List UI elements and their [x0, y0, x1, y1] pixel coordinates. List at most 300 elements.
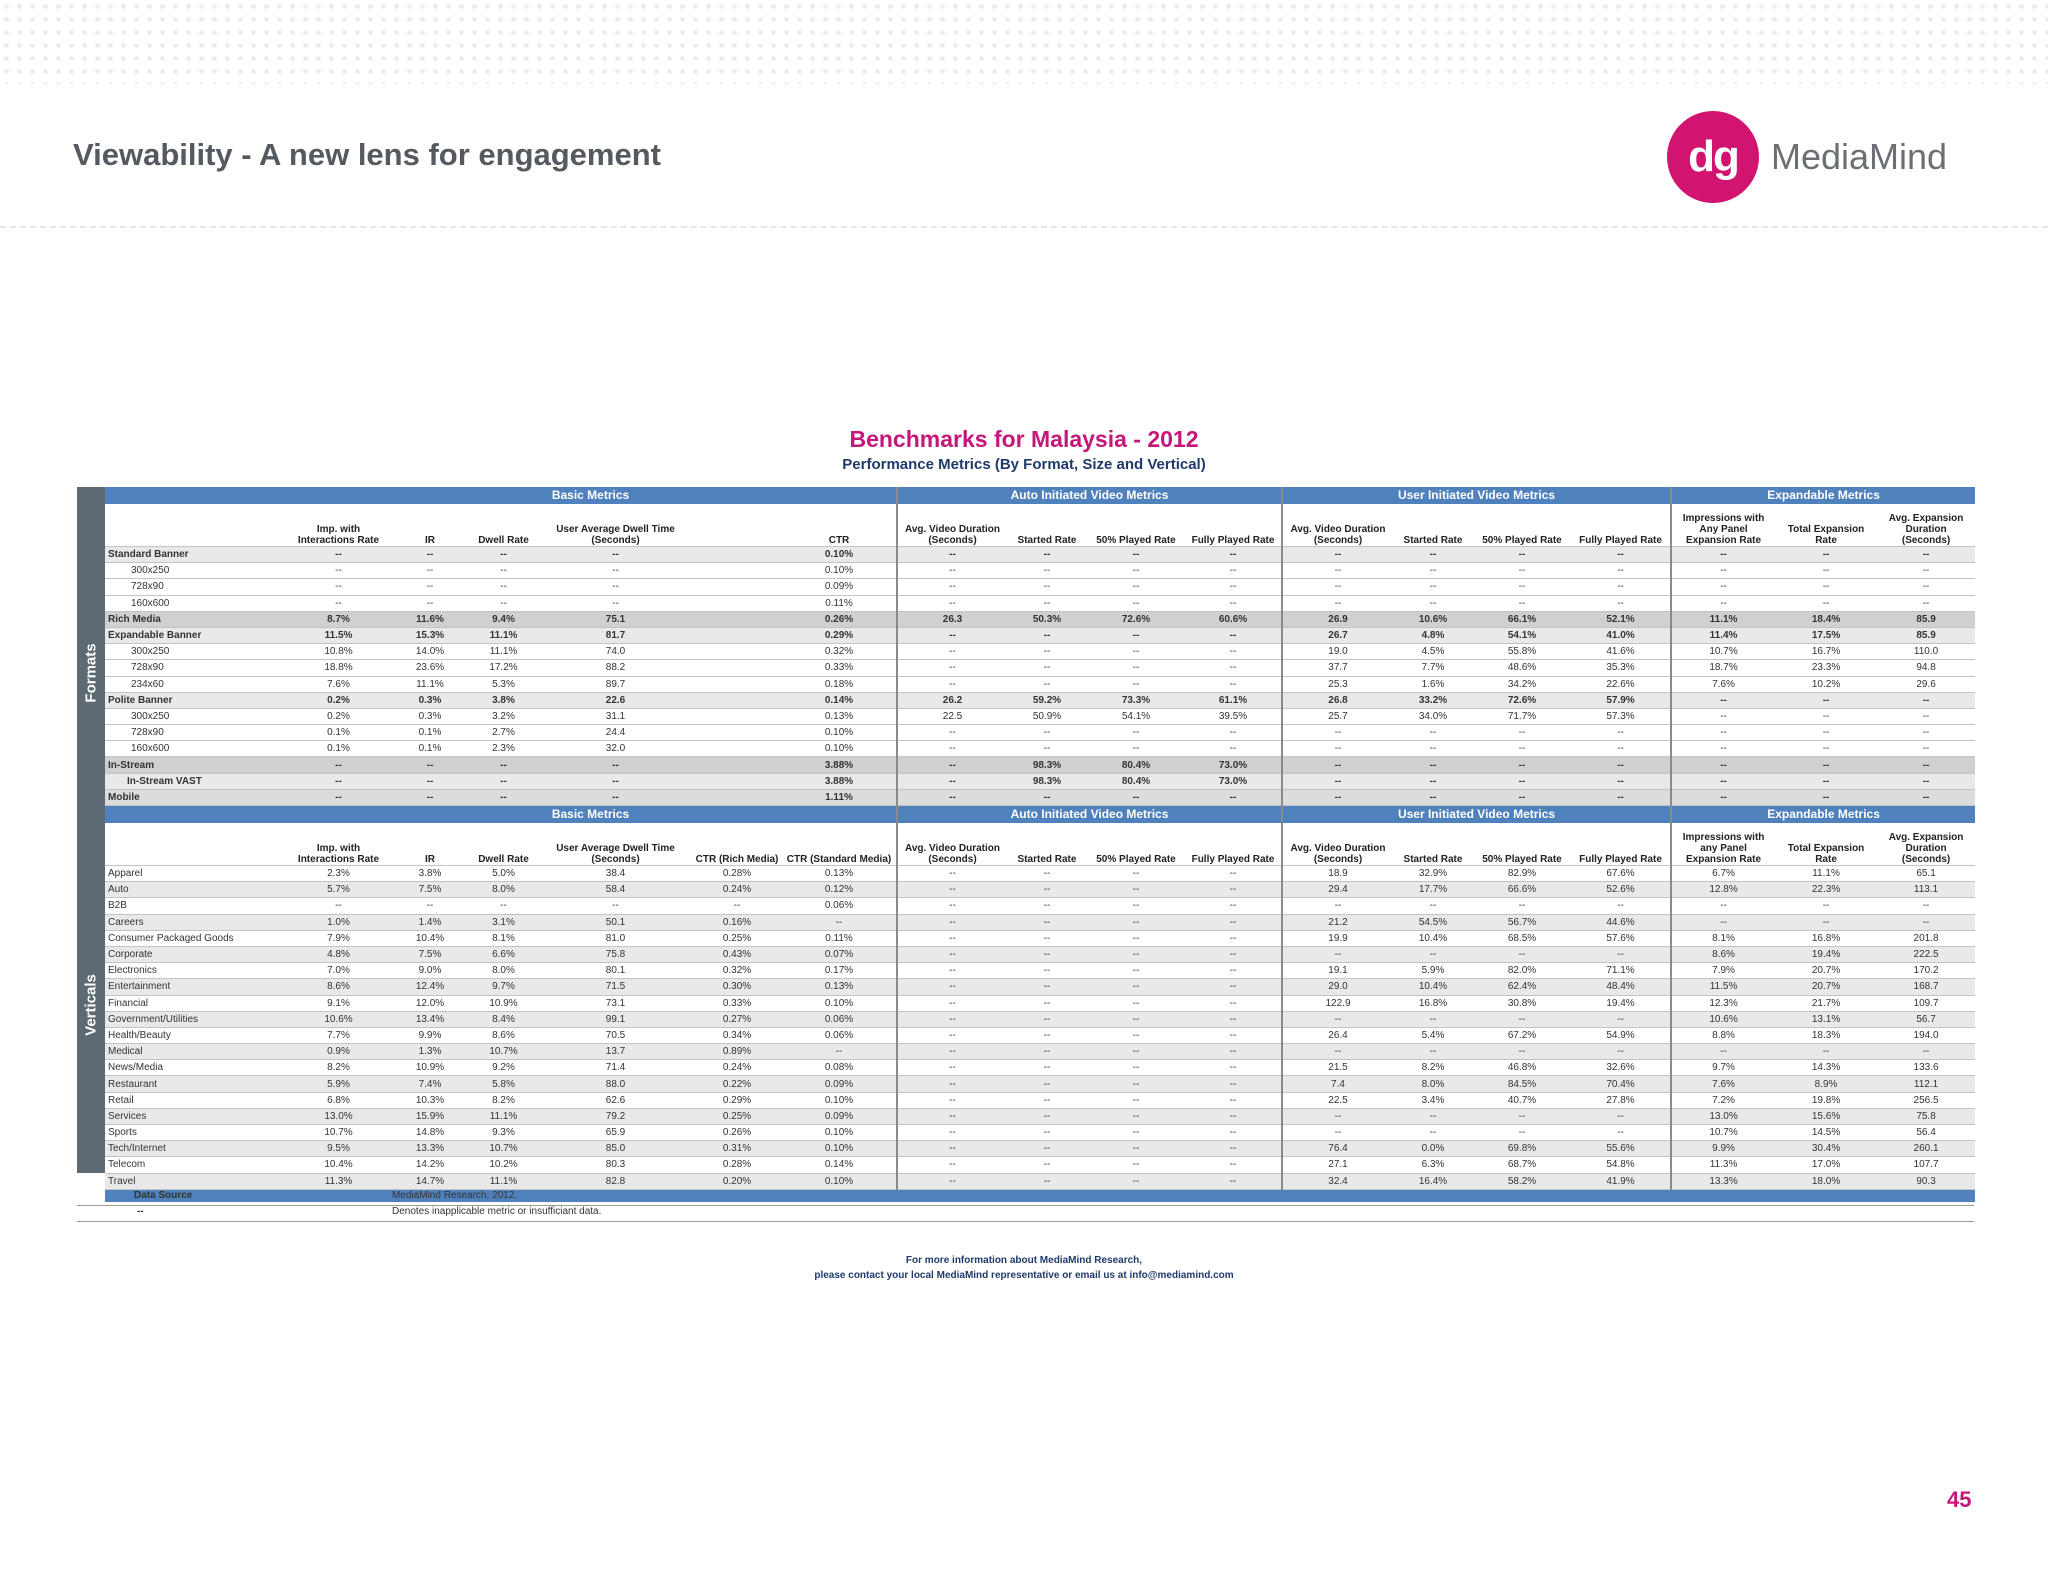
table-cell: --	[1087, 676, 1185, 692]
table-cell: --	[1087, 898, 1185, 914]
row-label-cell: Retail	[105, 1092, 285, 1108]
table-cell	[692, 547, 782, 563]
table-cell: --	[1282, 1125, 1393, 1141]
column-header: IR	[392, 504, 468, 547]
table-cell: 0.14%	[782, 1157, 897, 1173]
table-cell: 11.1%	[1671, 611, 1775, 627]
table-cell: 10.7%	[1671, 1125, 1775, 1141]
table-cell: 29.4	[1282, 882, 1393, 898]
footnote-value: MediaMind Research, 2012.	[392, 1190, 518, 1201]
table-cell: 34.2%	[1473, 676, 1571, 692]
table-cell: --	[1282, 741, 1393, 757]
table-cell: 0.20%	[692, 1173, 782, 1189]
table-cell: 3.8%	[392, 866, 468, 882]
table-cell: 8.8%	[1671, 1027, 1775, 1043]
table-cell: 0.43%	[692, 946, 782, 962]
table-row	[105, 979, 1975, 995]
table-cell: 9.4%	[468, 611, 539, 627]
table-cell: 65.1	[1877, 866, 1975, 882]
table-cell: --	[1671, 773, 1775, 789]
table-cell: 68.7%	[1473, 1157, 1571, 1173]
table-cell: 22.3%	[1775, 882, 1877, 898]
table-cell: 38.4	[539, 866, 692, 882]
table-cell: 17.2%	[468, 660, 539, 676]
table-cell: 0.1%	[392, 725, 468, 741]
table-cell: --	[1007, 1076, 1087, 1092]
table-cell: --	[1393, 579, 1473, 595]
table-cell: 0.10%	[782, 741, 897, 757]
table-cell: 62.4%	[1473, 979, 1571, 995]
table-cell: 194.0	[1877, 1027, 1975, 1043]
table-cell: 71.1%	[1571, 963, 1671, 979]
table-cell: 4.8%	[285, 946, 392, 962]
table-cell: 41.0%	[1571, 627, 1671, 643]
table-cell: 8.9%	[1775, 1076, 1877, 1092]
table-cell: 13.7	[539, 1044, 692, 1060]
table-cell: 26.7	[1282, 627, 1393, 643]
table-cell: --	[1087, 946, 1185, 962]
table-cell: --	[1671, 898, 1775, 914]
table-cell: --	[1007, 1125, 1087, 1141]
table-cell: 9.7%	[468, 979, 539, 995]
column-header: Imp. with Interactions Rate	[285, 823, 392, 866]
table-cell: --	[897, 595, 1007, 611]
column-header-row	[105, 504, 1975, 547]
table-cell: --	[897, 1108, 1007, 1124]
table-cell: 46.8%	[1473, 1060, 1571, 1076]
table-cell: --	[539, 579, 692, 595]
table-cell: 0.29%	[692, 1092, 782, 1108]
table-cell: 75.8	[539, 946, 692, 962]
table-cell: --	[897, 1157, 1007, 1173]
table-cell: --	[1571, 595, 1671, 611]
table-cell: --	[1007, 979, 1087, 995]
table-cell: --	[1087, 1011, 1185, 1027]
row-label-cell: Financial	[105, 995, 285, 1011]
table-cell: 52.1%	[1571, 611, 1671, 627]
table-cell: --	[1282, 898, 1393, 914]
table-cell: 10.7%	[468, 1141, 539, 1157]
row-label-cell: 160x600	[105, 741, 285, 757]
table-cell: --	[897, 1044, 1007, 1060]
table-cell: --	[1282, 1044, 1393, 1060]
table-cell: 14.8%	[392, 1125, 468, 1141]
table-cell: 112.1	[1877, 1076, 1975, 1092]
column-header: User Average Dwell Time (Seconds)	[539, 823, 692, 866]
table-cell: --	[1775, 692, 1877, 708]
table-cell: 32.9%	[1393, 866, 1473, 882]
table-cell: 71.5	[539, 979, 692, 995]
table-cell: 12.3%	[1671, 995, 1775, 1011]
table-row	[105, 644, 1975, 660]
table-cell: 56.4	[1877, 1125, 1975, 1141]
group-header-blank	[105, 806, 285, 824]
table-cell: 0.17%	[782, 963, 897, 979]
table-cell: 29.6	[1877, 676, 1975, 692]
table-cell: --	[1087, 1076, 1185, 1092]
table-cell: --	[1007, 1157, 1087, 1173]
table-cell: --	[1877, 579, 1975, 595]
table-cell: 57.9%	[1571, 692, 1671, 708]
table-cell: --	[1775, 595, 1877, 611]
table-cell: 8.1%	[1671, 930, 1775, 946]
table-cell: 35.3%	[1571, 660, 1671, 676]
table-cell: --	[782, 914, 897, 930]
table-cell: --	[897, 979, 1007, 995]
table-row	[105, 773, 1975, 789]
table-cell: --	[1185, 1173, 1282, 1189]
table-cell: --	[1877, 725, 1975, 741]
table-cell: --	[285, 789, 392, 805]
table-cell: 0.11%	[782, 595, 897, 611]
row-label-cell: Auto	[105, 882, 285, 898]
table-cell: --	[1087, 882, 1185, 898]
table-cell: 32.0	[539, 741, 692, 757]
table-cell: --	[285, 898, 392, 914]
table-cell: --	[897, 741, 1007, 757]
table-cell: --	[1571, 1044, 1671, 1060]
table-cell: --	[897, 676, 1007, 692]
table-cell: 9.2%	[468, 1060, 539, 1076]
table-cell: --	[897, 1141, 1007, 1157]
table-cell: 0.12%	[782, 882, 897, 898]
row-label-cell: Polite Banner	[105, 692, 285, 708]
table-cell: --	[1185, 882, 1282, 898]
table-cell: --	[1473, 946, 1571, 962]
table-cell: 15.3%	[392, 627, 468, 643]
table-cell: 57.3%	[1571, 708, 1671, 724]
table-cell: 30.8%	[1473, 995, 1571, 1011]
table-cell: --	[897, 1011, 1007, 1027]
table-cell: 80.4%	[1087, 773, 1185, 789]
column-header: Fully Played Rate	[1185, 823, 1282, 866]
table-cell: 0.06%	[782, 1027, 897, 1043]
table-cell: --	[1087, 1044, 1185, 1060]
table-cell: 31.1	[539, 708, 692, 724]
footnote-key: --	[137, 1206, 144, 1217]
table-cell: --	[1087, 1173, 1185, 1189]
table-cell: 56.7	[1877, 1011, 1975, 1027]
table-cell: --	[1473, 1011, 1571, 1027]
table-cell: --	[1571, 946, 1671, 962]
table-cell: 1.6%	[1393, 676, 1473, 692]
table-cell: --	[1087, 1060, 1185, 1076]
table-cell: 10.6%	[1671, 1011, 1775, 1027]
table-cell: 30.4%	[1775, 1141, 1877, 1157]
row-label-cell: Entertainment	[105, 979, 285, 995]
table-cell: 25.3	[1282, 676, 1393, 692]
table-cell: 11.3%	[1671, 1157, 1775, 1173]
table-cell: --	[1185, 1011, 1282, 1027]
table-cell: 41.9%	[1571, 1173, 1671, 1189]
table-cell: 8.6%	[1671, 946, 1775, 962]
table-cell: 50.3%	[1007, 611, 1087, 627]
table-cell: 73.0%	[1185, 757, 1282, 773]
table-cell: 0.29%	[782, 627, 897, 643]
table-cell: 34.0%	[1393, 708, 1473, 724]
table-cell: 15.6%	[1775, 1108, 1877, 1124]
table-cell: --	[1393, 898, 1473, 914]
table-cell: --	[1671, 692, 1775, 708]
table-cell: --	[1775, 579, 1877, 595]
table-cell: 79.2	[539, 1108, 692, 1124]
row-label-cell: Corporate	[105, 946, 285, 962]
table-cell: 32.6%	[1571, 1060, 1671, 1076]
table-cell: --	[468, 563, 539, 579]
table-cell: --	[1282, 725, 1393, 741]
table-row	[105, 1092, 1975, 1108]
table-cell: --	[539, 757, 692, 773]
column-header: 50% Played Rate	[1087, 504, 1185, 547]
table-cell: 256.5	[1877, 1092, 1975, 1108]
table-cell: 10.6%	[285, 1011, 392, 1027]
row-label-cell: 160x600	[105, 595, 285, 611]
table-cell: 2.3%	[468, 741, 539, 757]
table-cell: --	[1007, 1141, 1087, 1157]
column-header: Fully Played Rate	[1185, 504, 1282, 547]
table-cell: 24.4	[539, 725, 692, 741]
table-cell: 8.0%	[468, 882, 539, 898]
table-cell: --	[1671, 914, 1775, 930]
table-cell: --	[1877, 563, 1975, 579]
table-row	[105, 1044, 1975, 1060]
table-cell: 0.10%	[782, 725, 897, 741]
table-cell: 8.0%	[468, 963, 539, 979]
table-cell: --	[1007, 644, 1087, 660]
table-cell: 222.5	[1877, 946, 1975, 962]
table-cell: 17.5%	[1775, 627, 1877, 643]
column-header: Dwell Rate	[468, 823, 539, 866]
table-cell: 8.4%	[468, 1011, 539, 1027]
table-cell: 13.3%	[392, 1141, 468, 1157]
table-cell: --	[897, 644, 1007, 660]
header-divider	[0, 226, 2048, 228]
table-cell: --	[539, 563, 692, 579]
table-cell: 85.0	[539, 1141, 692, 1157]
table-cell: --	[1087, 579, 1185, 595]
table-cell: --	[1185, 725, 1282, 741]
table-cell	[692, 563, 782, 579]
table-cell: 1.3%	[392, 1044, 468, 1060]
table-cell: 7.2%	[1671, 1092, 1775, 1108]
table-cell: --	[1571, 789, 1671, 805]
table-cell: 201.8	[1877, 930, 1975, 946]
table-row	[105, 789, 1975, 805]
table-cell: 81.7	[539, 627, 692, 643]
footnote-key: Data Source	[134, 1190, 193, 1201]
column-header: 50% Played Rate	[1087, 823, 1185, 866]
table-cell: 20.7%	[1775, 979, 1877, 995]
row-label-cell: News/Media	[105, 1060, 285, 1076]
table-cell: 27.8%	[1571, 1092, 1671, 1108]
table-cell: --	[1877, 898, 1975, 914]
table-cell: 0.3%	[392, 708, 468, 724]
table-cell: --	[1007, 579, 1087, 595]
table-cell: --	[539, 773, 692, 789]
table-cell: 0.10%	[782, 995, 897, 1011]
group-header-blank	[105, 487, 285, 504]
table-cell: 27.1	[1282, 1157, 1393, 1173]
table-cell: 16.7%	[1775, 644, 1877, 660]
table-cell: 18.8%	[285, 660, 392, 676]
table-cell: --	[468, 789, 539, 805]
column-header	[105, 823, 285, 866]
table-cell: 133.6	[1877, 1060, 1975, 1076]
table-cell: 3.8%	[468, 692, 539, 708]
table-cell: --	[1087, 741, 1185, 757]
table-cell: 3.88%	[782, 773, 897, 789]
table-cell: --	[1087, 866, 1185, 882]
table-cell: 0.2%	[285, 692, 392, 708]
table-row	[105, 563, 1975, 579]
table-cell: --	[1185, 1076, 1282, 1092]
table-cell: --	[1775, 708, 1877, 724]
table-cell: 9.7%	[1671, 1060, 1775, 1076]
section-sidebar	[77, 487, 105, 1173]
column-header: CTR (Standard Media)	[782, 823, 897, 866]
table-cell: 12.4%	[392, 979, 468, 995]
column-header: Avg. Video Duration (Seconds)	[897, 504, 1007, 547]
table-cell: 80.4%	[1087, 757, 1185, 773]
table-cell: 6.3%	[1393, 1157, 1473, 1173]
table-cell: --	[1007, 1108, 1087, 1124]
table-cell: --	[1185, 1092, 1282, 1108]
table-row	[105, 627, 1975, 643]
table-row	[105, 1076, 1975, 1092]
row-label-cell: 234x60	[105, 676, 285, 692]
table-cell: 3.2%	[468, 708, 539, 724]
column-header: Avg. Video Duration (Seconds)	[1282, 504, 1393, 547]
table-cell: --	[897, 946, 1007, 962]
column-header: Avg. Video Duration (Seconds)	[897, 823, 1007, 866]
row-label-cell: 728x90	[105, 725, 285, 741]
table-cell: 76.4	[1282, 1141, 1393, 1157]
table-cell: --	[1007, 1060, 1087, 1076]
table-cell: --	[897, 660, 1007, 676]
table-cell: 9.1%	[285, 995, 392, 1011]
table-cell: --	[1185, 866, 1282, 882]
table-row	[105, 1108, 1975, 1124]
table-cell: 67.6%	[1571, 866, 1671, 882]
table-cell: 26.4	[1282, 1027, 1393, 1043]
table-cell: 29.0	[1282, 979, 1393, 995]
table-cell: 13.3%	[1671, 1173, 1775, 1189]
table-cell: --	[1007, 1027, 1087, 1043]
table-cell	[692, 757, 782, 773]
column-header: User Average Dwell Time (Seconds)	[539, 504, 692, 547]
table-row	[105, 547, 1975, 563]
group-header: User Initiated Video Metrics	[1282, 487, 1671, 504]
table-cell: 11.1%	[468, 644, 539, 660]
table-cell: --	[1087, 995, 1185, 1011]
table-cell: --	[1473, 579, 1571, 595]
column-header: Fully Played Rate	[1571, 823, 1671, 866]
table-cell: 9.3%	[468, 1125, 539, 1141]
column-header: Fully Played Rate	[1571, 504, 1671, 547]
row-label-cell: B2B	[105, 898, 285, 914]
table-cell: --	[1087, 725, 1185, 741]
table-cell: 0.13%	[782, 979, 897, 995]
table-cell: --	[1877, 1044, 1975, 1060]
table-cell: 56.7%	[1473, 914, 1571, 930]
table-cell: 5.9%	[285, 1076, 392, 1092]
table-cell: --	[1087, 1027, 1185, 1043]
table-cell: --	[897, 1173, 1007, 1189]
table-cell: --	[539, 898, 692, 914]
table-cell: 0.3%	[392, 692, 468, 708]
table-cell: --	[897, 579, 1007, 595]
table-cell: 14.0%	[392, 644, 468, 660]
table-cell: 0.13%	[782, 866, 897, 882]
table-cell: 19.9	[1282, 930, 1393, 946]
table-cell: 0.30%	[692, 979, 782, 995]
row-label-cell: Rich Media	[105, 611, 285, 627]
table-cell: 82.0%	[1473, 963, 1571, 979]
table-cell: 32.4	[1282, 1173, 1393, 1189]
table-cell: 75.1	[539, 611, 692, 627]
table-cell: --	[1007, 1011, 1087, 1027]
column-header: Dwell Rate	[468, 504, 539, 547]
table-cell: 10.4%	[285, 1157, 392, 1173]
table-cell: --	[1087, 1092, 1185, 1108]
table-cell: 11.6%	[392, 611, 468, 627]
table-cell: 55.8%	[1473, 644, 1571, 660]
table-cell: 0.32%	[692, 963, 782, 979]
table-cell: --	[1571, 1125, 1671, 1141]
table-cell: --	[1185, 946, 1282, 962]
table-cell: --	[1282, 789, 1393, 805]
table-cell: 2.3%	[285, 866, 392, 882]
table-cell: 8.7%	[285, 611, 392, 627]
table-cell: --	[1473, 773, 1571, 789]
table-cell: --	[539, 789, 692, 805]
table-cell: 0.2%	[285, 708, 392, 724]
table-cell: 41.6%	[1571, 644, 1671, 660]
table-cell: 0.10%	[782, 563, 897, 579]
table-cell: 0.10%	[782, 1141, 897, 1157]
table-cell: --	[1007, 946, 1087, 962]
table-cell: 1.0%	[285, 914, 392, 930]
table-cell: 260.1	[1877, 1141, 1975, 1157]
table-cell: --	[1087, 1141, 1185, 1157]
table-row	[105, 595, 1975, 611]
table-cell: 0.28%	[692, 866, 782, 882]
table-cell: --	[1473, 789, 1571, 805]
table-cell: --	[1282, 595, 1393, 611]
table-cell: 7.0%	[285, 963, 392, 979]
table-cell: --	[1185, 579, 1282, 595]
dot-pattern-band	[0, 0, 2048, 84]
table-cell: --	[1571, 757, 1671, 773]
table-cell: 3.1%	[468, 914, 539, 930]
table-cell: --	[1185, 930, 1282, 946]
table-cell: --	[1671, 741, 1775, 757]
table-cell: 0.26%	[782, 611, 897, 627]
table-cell: 74.0	[539, 644, 692, 660]
table-cell: 8.1%	[468, 930, 539, 946]
table-cell: --	[1877, 914, 1975, 930]
group-header: Basic Metrics	[285, 806, 897, 824]
table-cell: 73.1	[539, 995, 692, 1011]
table-cell: 22.6%	[1571, 676, 1671, 692]
table-cell: 13.0%	[1671, 1108, 1775, 1124]
table-cell: --	[897, 547, 1007, 563]
table-cell: 9.5%	[285, 1141, 392, 1157]
table-cell: 11.5%	[1671, 979, 1775, 995]
row-label-cell: Electronics	[105, 963, 285, 979]
table-cell: --	[1087, 1108, 1185, 1124]
table-cell: --	[897, 930, 1007, 946]
